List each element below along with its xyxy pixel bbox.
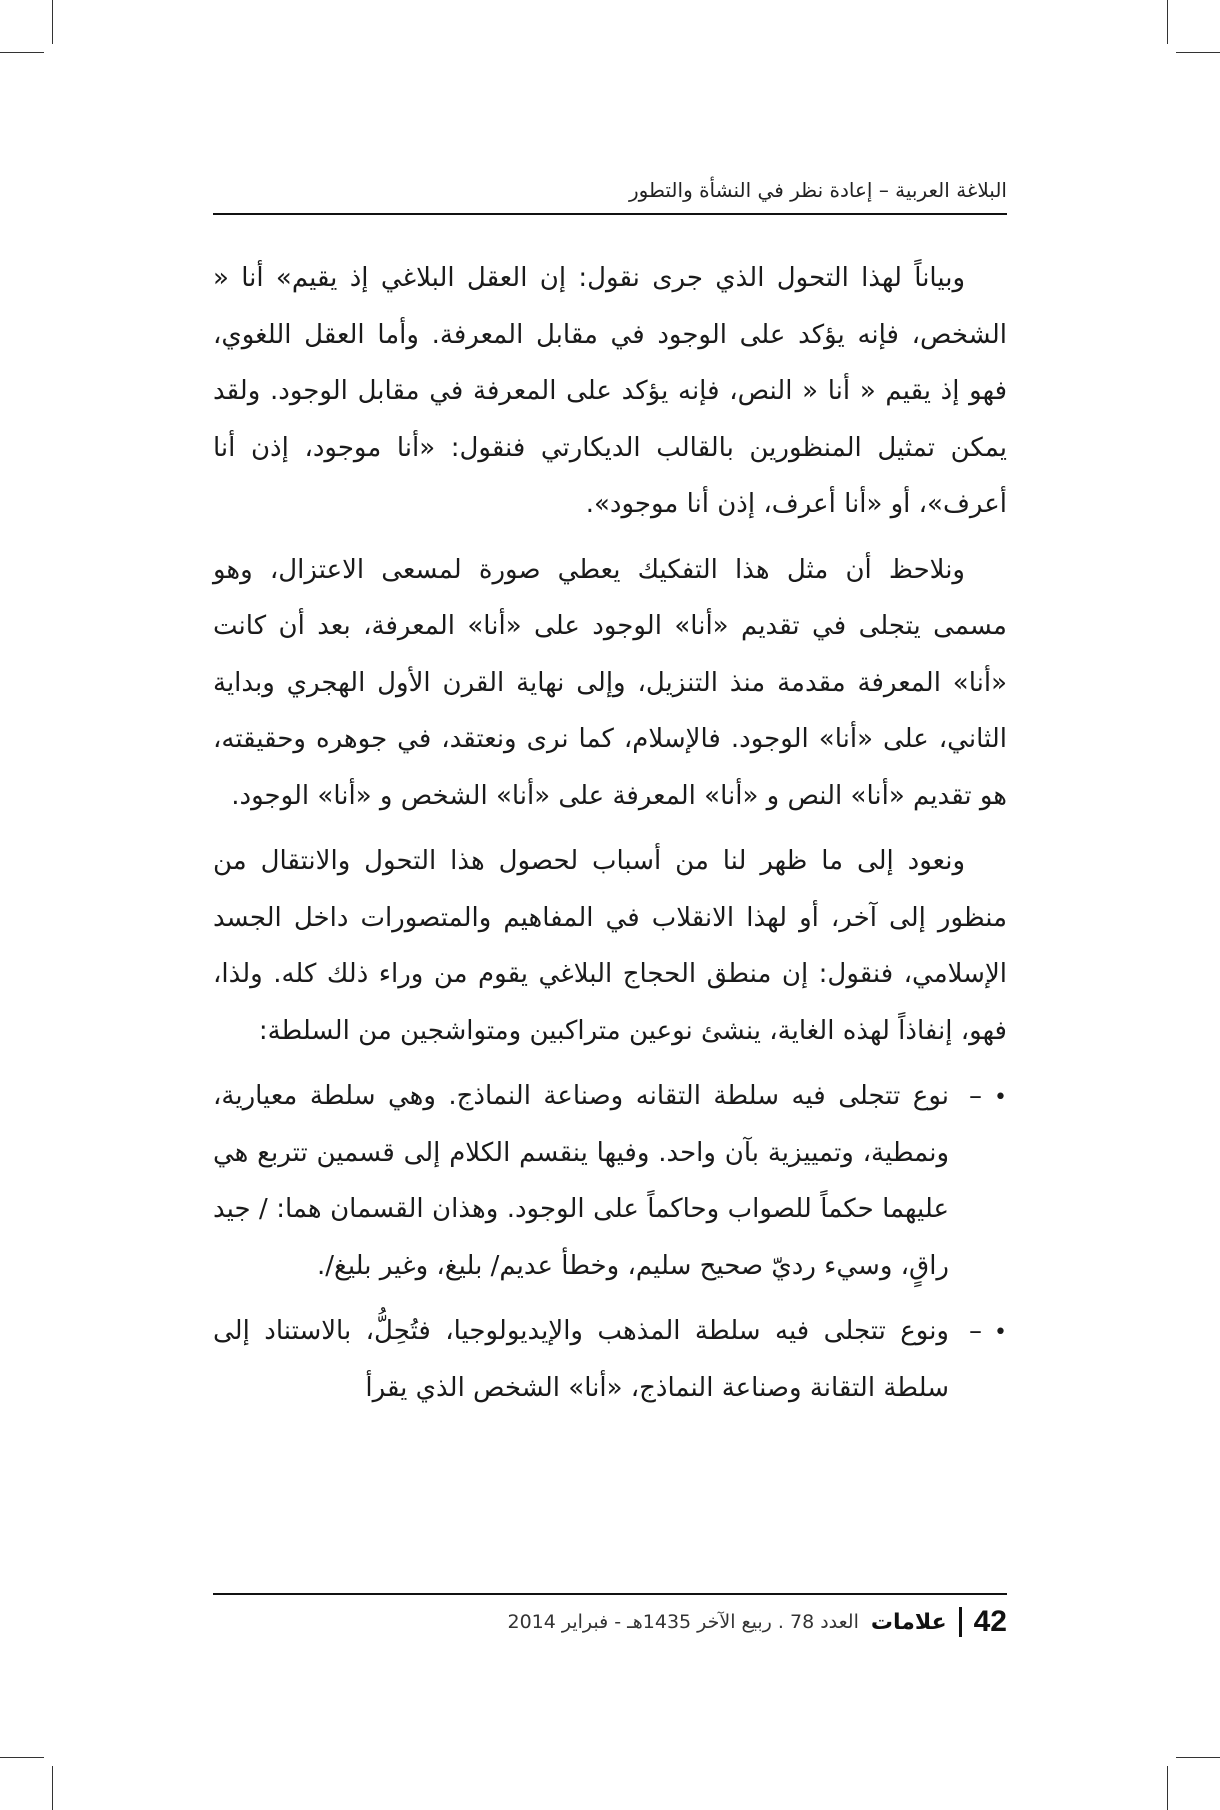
- crop-mark: [1176, 1757, 1220, 1758]
- paragraph: ونلاحظ أن مثل هذا التفكيك يعطي صورة لمسعى الاعتزال، وهو مسمى يتجلى في تقديم «أنا» الوجود على «أنا» المعرفة، بعد أن كانت «أنا» المعرفة مقدمة منذ التنزيل، وإلى نهاية القرن الأول الهجري وبداية الثاني، على «أنا» الوجود. فالإسلام، كما نرى ونعتقد، في جوهره وحقيقته، هو تقديم «أنا» النص و «أنا» المعرفة على «أنا» الشخص و «أنا» الوجود.: [213, 554, 1007, 811]
- bullet-dot-icon: •: [994, 1085, 1007, 1110]
- bullet-dash: –: [969, 1316, 983, 1346]
- bullet-list: [213, 1068, 1007, 1416]
- journal-logo: علامات: [870, 1609, 947, 1635]
- page-number: 42: [973, 1605, 1007, 1638]
- list-item: [213, 1303, 1007, 1416]
- crop-mark: [52, 0, 53, 44]
- bullet-marker: [951, 1068, 1007, 1127]
- crop-mark: [52, 1766, 53, 1810]
- crop-mark: [1176, 52, 1220, 53]
- paragraph: ونعود إلى ما ظهر لنا من أسباب لحصول هذا التحول والانتقال من منظور إلى آخر، أو لهذا الانقلاب في المفاهيم والمتصورات داخل الجسد الإسلامي، فنقول: إن منطق الحجاج البلاغي يقوم من وراء ذلك كله. ولذا، فهو، إنفاذاً لهذه الغاية، ينشئ نوعين متراكبين ومتواشجين من السلطة:: [213, 846, 1007, 1046]
- crop-mark: [0, 52, 44, 53]
- footer-divider: [213, 1593, 1007, 1595]
- page-footer: [213, 1600, 1007, 1644]
- crop-mark: [1167, 0, 1168, 44]
- crop-mark: [0, 1757, 44, 1758]
- list-item-text: ونوع تتجلى فيه سلطة المذهب والإيديولوجيا، فتُحِلُّ، بالاستناد إلى سلطة التقانة وصناعة النماذج، «أنا» الشخص الذي يقرأ: [213, 1316, 949, 1403]
- bullet-dash: –: [969, 1081, 983, 1111]
- footer-separator: [959, 1607, 962, 1637]
- article-body: [213, 250, 1007, 1425]
- running-header: البلاغة العربية – إعادة نظر في النشأة والتطور: [628, 178, 1007, 202]
- paragraph: وبياناً لهذا التحول الذي جرى نقول: إن العقل البلاغي إذ يقيم» أنا « الشخص، فإنه يؤكد على الوجود في مقابل المعرفة. وأما العقل اللغوي، فهو إذ يقيم « أنا « النص، فإنه يؤكد على المعرفة في مقابل الوجود. ولقد يمكن تمثيل المنظورين بالقالب الديكارتي فنقول: «أنا موجود، إذن أنا أعرف»، أو «أنا أعرف، إذن أنا موجود».: [213, 263, 1007, 519]
- issue-info: العدد 78 . ربيع الآخر 1435هـ - فبراير 2014: [507, 1611, 859, 1633]
- header-divider: [213, 213, 1007, 215]
- bullet-dot-icon: •: [994, 1320, 1007, 1345]
- list-item-text: نوع تتجلى فيه سلطة التقانه وصناعة النماذج. وهي سلطة معيارية، ونمطية، وتمييزية بآن واحد. وفيها ينقسم الكلام إلى قسمين تتربع هي عليهما حكماً للصواب وحاكماً على الوجود. وهذان القسمان هما: / جيد راقٍ، وسيء رديّ صحيح سليم، وخطأ عديم/ بليغ، وغير بليغ/.: [213, 1081, 949, 1281]
- bullet-marker: [951, 1303, 1007, 1362]
- crop-mark: [1167, 1766, 1168, 1810]
- list-item: [213, 1068, 1007, 1294]
